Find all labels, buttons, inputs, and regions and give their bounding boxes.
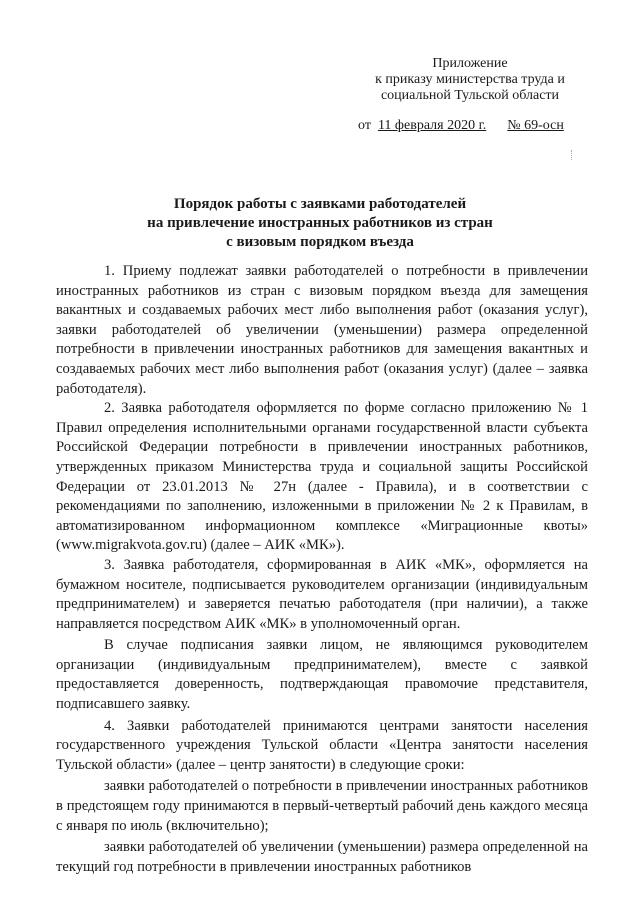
paragraph-3: 3. Заявка работодателя, сформированная в АИК «МК», оформляется на бумажном носителе, подписывается руководителем организации (индивидуальным предпринимателем) и заверяется печатью работодателя (при наличии), а также направляется посредством АИК «МК» в уполномоченный орган. <box>56 556 588 632</box>
scan-mark <box>571 150 573 160</box>
paragraph-4-item-1: заявки работодателей о потребности в привлечении иностранных работников в предстоящем году принимаются в первый-четвертый рабочий день каждого месяца с января по июль (включительно); <box>56 778 588 834</box>
document-body <box>56 262 588 877</box>
title-line: Порядок работы с заявками работодателей <box>173 196 467 212</box>
order-date: 11 февраля 2020 г. <box>377 118 487 133</box>
appendix-ref-line: к приказу министерства труда и <box>375 72 565 87</box>
document-title <box>60 195 580 252</box>
date-prefix: от <box>358 118 371 133</box>
order-date-line <box>358 118 564 134</box>
order-number: № 69-осн <box>507 118 564 133</box>
paragraph-1: 1. Приему подлежат заявки работодателей о потребности в привлечении иностранных работников из стран с визовым порядком въезда для замещения вакантных и создаваемых рабочих мест либо выполнения работ (оказания услуг), заявки работодателей об увеличении (уменьшении) размера определенной потребности в привлечении иностранных работников для замещения вакантных и создаваемых рабочих мест либо выполнения работ (оказания услуг) (далее – заявка работодателя). <box>56 263 588 397</box>
paragraph-3-note: В случае подписания заявки лицом, не являющимся руководителем организации (индивидуальным предпринимателем), вместе с заявкой предоставляется доверенность, подтверждающая правомочие представителя, подписавшего заявку. <box>56 637 588 713</box>
appendix-header <box>345 56 595 104</box>
appendix-title: Приложение <box>432 56 508 71</box>
paragraph-4: 4. Заявки работодателей принимаются центрами занятости населения государственного учреждения Тульской области «Центра занятости населения Тульской области» (далее – центр занятости) в следующие сроки: <box>56 717 588 773</box>
title-line: на привлечение иностранных работников из стран <box>147 215 493 231</box>
paragraph-2: 2. Заявка работодателя оформляется по форме согласно приложению № 1 Правил определения исполнительными органами государственной власти субъекта Российской Федерации потребности в привлечении иностранных работников, утвержденных приказом Министерства труда и социальной защиты Российской Федерации от 23.01.2013 № 27н (далее - Правила), и в соответствии с рекомендациями по заполнению, изложенными в приложении № 2 к Правилам, в автоматизированном информационном комплексе «Миграционные квоты» (www.migrakvota.gov.ru) (далее – АИК «МК»). <box>56 400 588 554</box>
paragraph-4-item-2: заявки работодателей об увеличении (уменьшении) размера определенной на текущий год потребности в привлечении иностранных работников <box>56 839 588 875</box>
title-line: с визовым порядком въезда <box>226 234 414 250</box>
appendix-ministry-line: социальной Тульской области <box>380 88 560 103</box>
